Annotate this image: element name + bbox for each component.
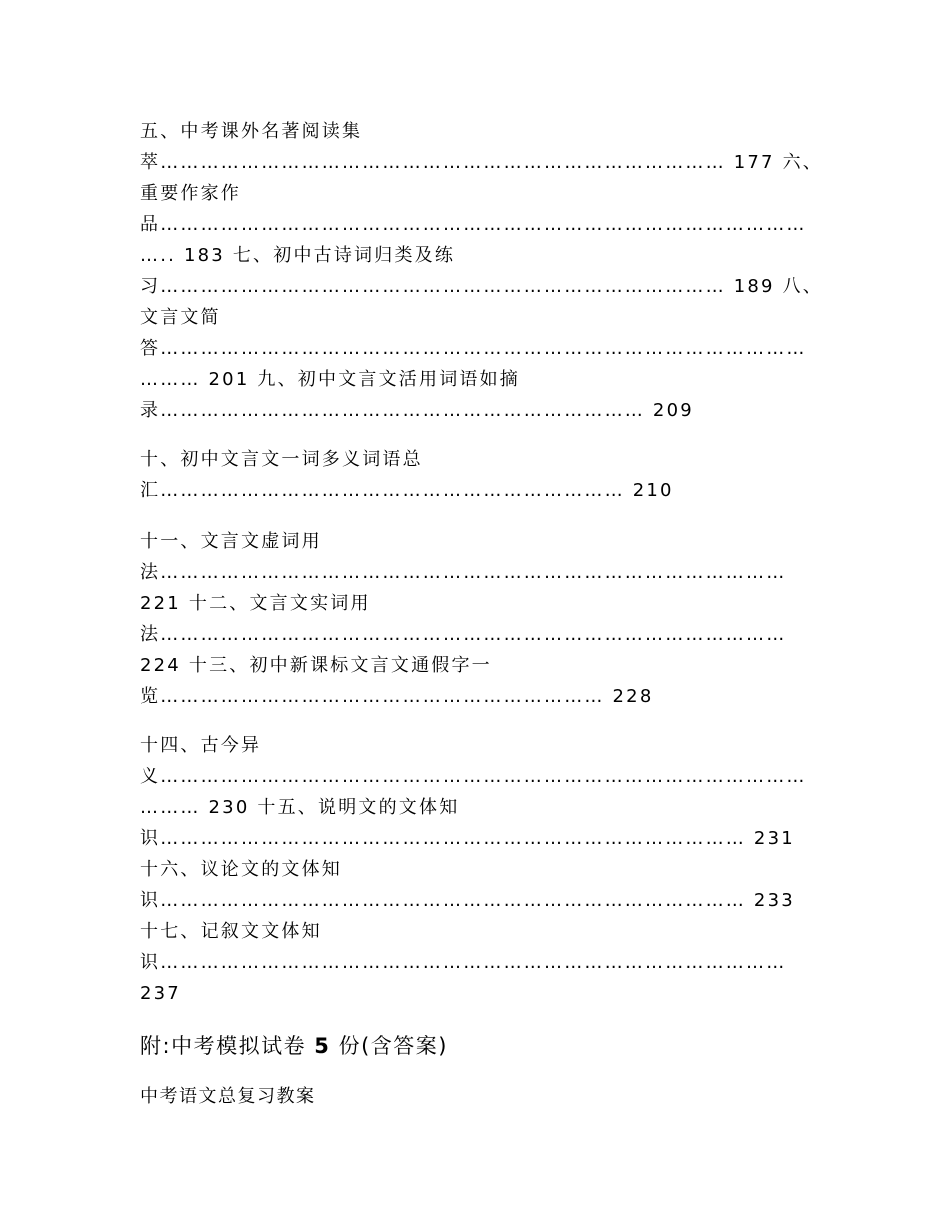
toc-line: 五、中考课外名著阅读集 <box>140 121 363 142</box>
toc-line: ……… 230 十五、说明文的文体知 <box>140 797 460 818</box>
toc-line: 品…………………………………………………………………………………… <box>140 214 807 235</box>
toc-line: 重要作家作 <box>140 183 241 204</box>
toc-line: 识………………………………………………………………………………… <box>140 952 787 973</box>
appendix-title-number: 5 <box>314 1034 331 1058</box>
appendix-title-prefix: 附:中考模拟试卷 <box>140 1034 307 1058</box>
appendix-title <box>140 1032 448 1060</box>
toc-line: 览………………………………………………………… 228 <box>140 686 654 707</box>
toc-line: ……… 201 九、初中文言文活用词语如摘 <box>140 369 520 390</box>
toc-line: 义…………………………………………………………………………………… <box>140 766 807 787</box>
toc-line: 萃………………………………………………………………………… 177 六、 <box>140 152 823 173</box>
section-heading: 中考语文总复习教案 <box>140 1086 316 1107</box>
toc-line: 221 十二、文言文实词用 <box>140 593 371 614</box>
toc-line: 识…………………………………………………………………………… 233 <box>140 890 795 911</box>
toc-line: 答…………………………………………………………………………………… <box>140 338 807 359</box>
toc-line: 十六、议论文的文体知 <box>140 859 342 880</box>
toc-line: 习………………………………………………………………………… 189 八、 <box>140 276 823 297</box>
toc-line: 法………………………………………………………………………………… <box>140 624 787 645</box>
toc-line: 文言文简 <box>140 307 221 328</box>
toc-line: 识…………………………………………………………………………… 231 <box>140 828 795 849</box>
toc-line: 十四、古今异 <box>140 735 262 756</box>
toc-line: 录……………………………………………………………… 209 <box>140 400 694 421</box>
toc-line: 十七、记叙文文体知 <box>140 921 322 942</box>
toc-line: ….. 183 七、初中古诗词归类及练 <box>140 245 456 266</box>
toc-line: 法………………………………………………………………………………… <box>140 562 787 583</box>
toc-line: 十、初中文言文一词多义词语总 <box>140 449 423 470</box>
toc-line: 237 <box>140 983 181 1004</box>
toc-line: 汇…………………………………………………………… 210 <box>140 480 674 501</box>
appendix-title-suffix: 份(含答案) <box>338 1034 448 1058</box>
toc-line: 224 十三、初中新课标文言文通假字一 <box>140 655 492 676</box>
toc-line: 十一、文言文虚词用 <box>140 531 322 552</box>
